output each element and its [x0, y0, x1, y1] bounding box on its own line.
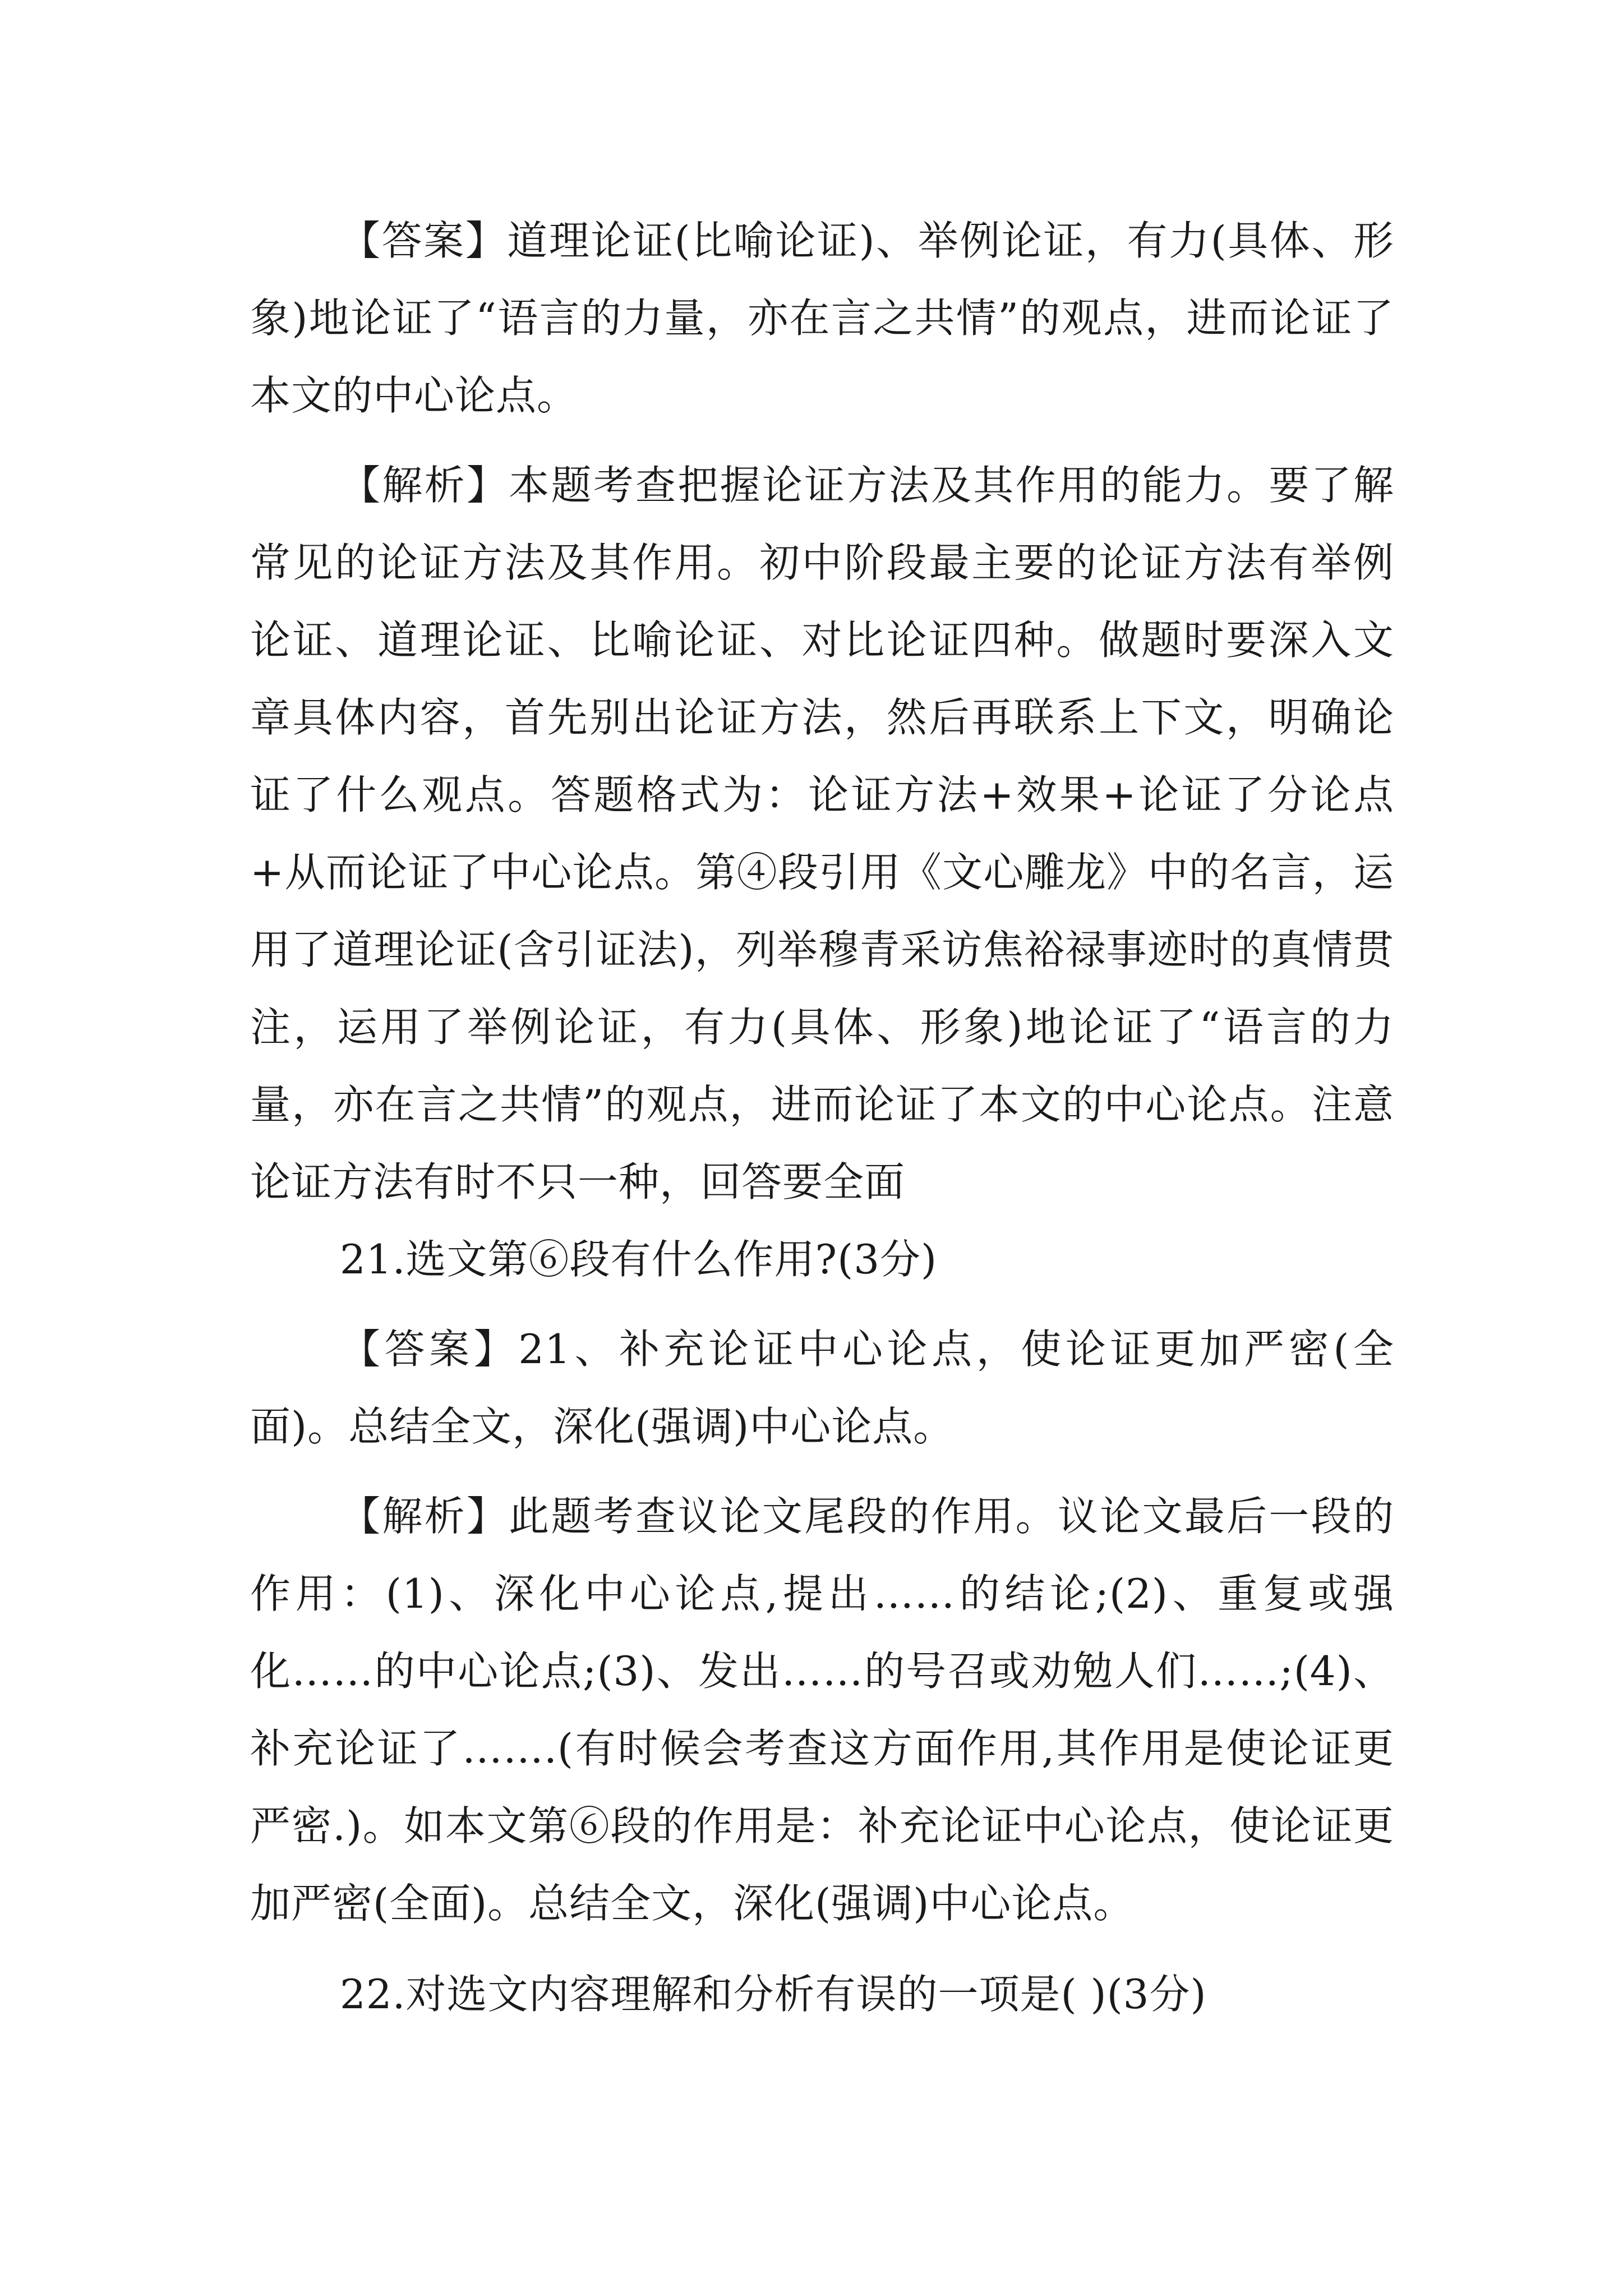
question-22: 22.对选文内容理解和分析有误的一项是( )(3分) [340, 1971, 1207, 2018]
answer-paragraph-20: 【答案】道理论证(比喻论证)、举例论证，有力(具体、形象)地论证了“语言的力量，亦在言之共情”的观点，进而论证了本文的中心论点。 [250, 217, 1394, 419]
analysis-paragraph-21: 【解析】此题考查议论文尾段的作用。议论文最后一段的作用：(1)、深化中心论点,提出……的结论;(2)、重复或强化……的中心论点;(3)、发出……的号召或劝勉人们……;(4)、补充论证了…….(有时候会考查这方面作用,其作用是使论证更严密.)。如本文第⑥段的作用是：补充论证中心论点，使论证更加严密(全面)。总结全文，深化(强调)中心论点。 [250, 1493, 1394, 1927]
analysis-paragraph-20: 【解析】本题考查把握论证方法及其作用的能力。要了解常见的论证方法及其作用。初中阶段最主要的论证方法有举例论证、道理论证、比喻论证、对比论证四种。做题时要深入文章具体内容，首先别出论证方法，然后再联系上下文，明确论证了什么观点。答题格式为：论证方法+效果+论证了分论点+从而论证了中心论点。第④段引用《文心雕龙》中的名言，运用了道理论证(含引证法)，列举穆青采访焦裕禄事迹时的真情贯注，运用了举例论证，有力(具体、形象)地论证了“语言的力量，亦在言之共情”的观点，进而论证了本文的中心论点。注意论证方法有时不只一种，回答要全面 [250, 462, 1394, 1205]
question-21: 21.选文第⑥段有什么作用?(3分) [340, 1236, 938, 1283]
answer-paragraph-21: 【答案】21、补充论证中心论点，使论证更加严密(全面)。总结全文，深化(强调)中心论点。 [250, 1326, 1394, 1450]
document-page [250, 202, 1394, 2033]
